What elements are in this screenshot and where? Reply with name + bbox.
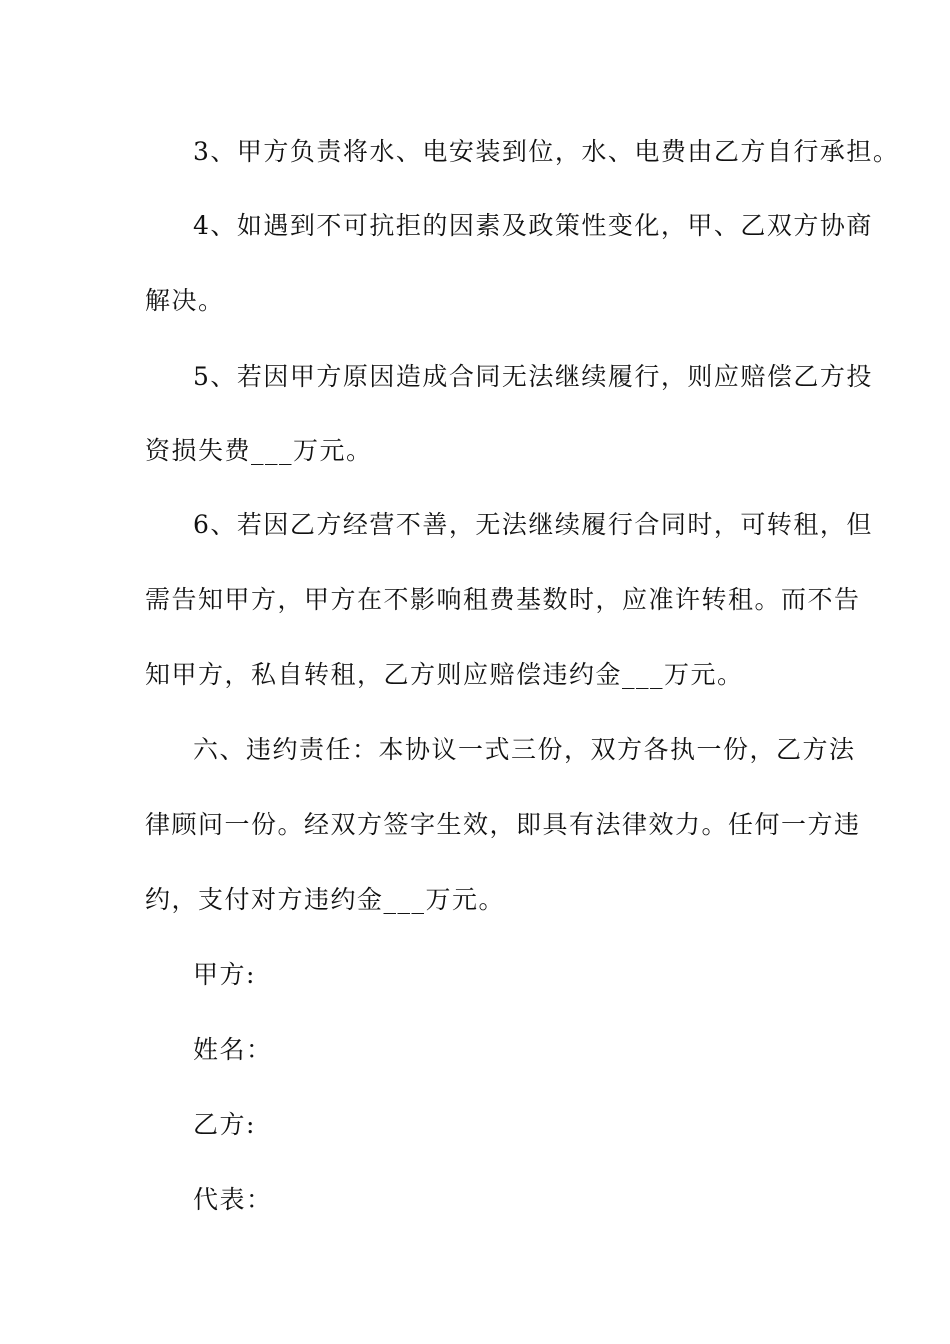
breach-line-1: 六、违约责任：本协议一式三份，双方各执一份，乙方法 [193,735,856,764]
clause-6-line-3: 知甲方，私自转租，乙方则应赔偿违约金___万元。 [145,660,744,689]
breach-line-3: 约，支付对方违约金___万元。 [145,885,506,914]
name-label: 姓名： [193,1035,273,1064]
clause-3-line-1: 3、甲方负责将水、电安装到位，水、电费由乙方自行承担。 [193,137,900,166]
clause-4-line-1: 4、如遇到不可抗拒的因素及政策性变化，甲、乙双方协商 [193,211,873,240]
clause-5-line-2: 资损失费___万元。 [145,436,373,465]
clause-4-line-2: 解决。 [145,286,225,315]
clause-6-line-2: 需告知甲方，甲方在不影响租费基数时，应准许转租。而不告 [145,585,861,614]
breach-line-2: 律顾问一份。经双方签字生效，即具有法律效力。任何一方违 [145,810,861,839]
party-a-label: 甲方: [193,960,256,989]
clause-5-line-1: 5、若因甲方原因造成合同无法继续履行，则应赔偿乙方投 [193,362,873,391]
representative-label: 代表： [193,1185,273,1214]
clause-6-line-1: 6、若因乙方经营不善，无法继续履行合同时，可转租，但 [193,510,873,539]
party-b-label: 乙方: [193,1110,256,1139]
